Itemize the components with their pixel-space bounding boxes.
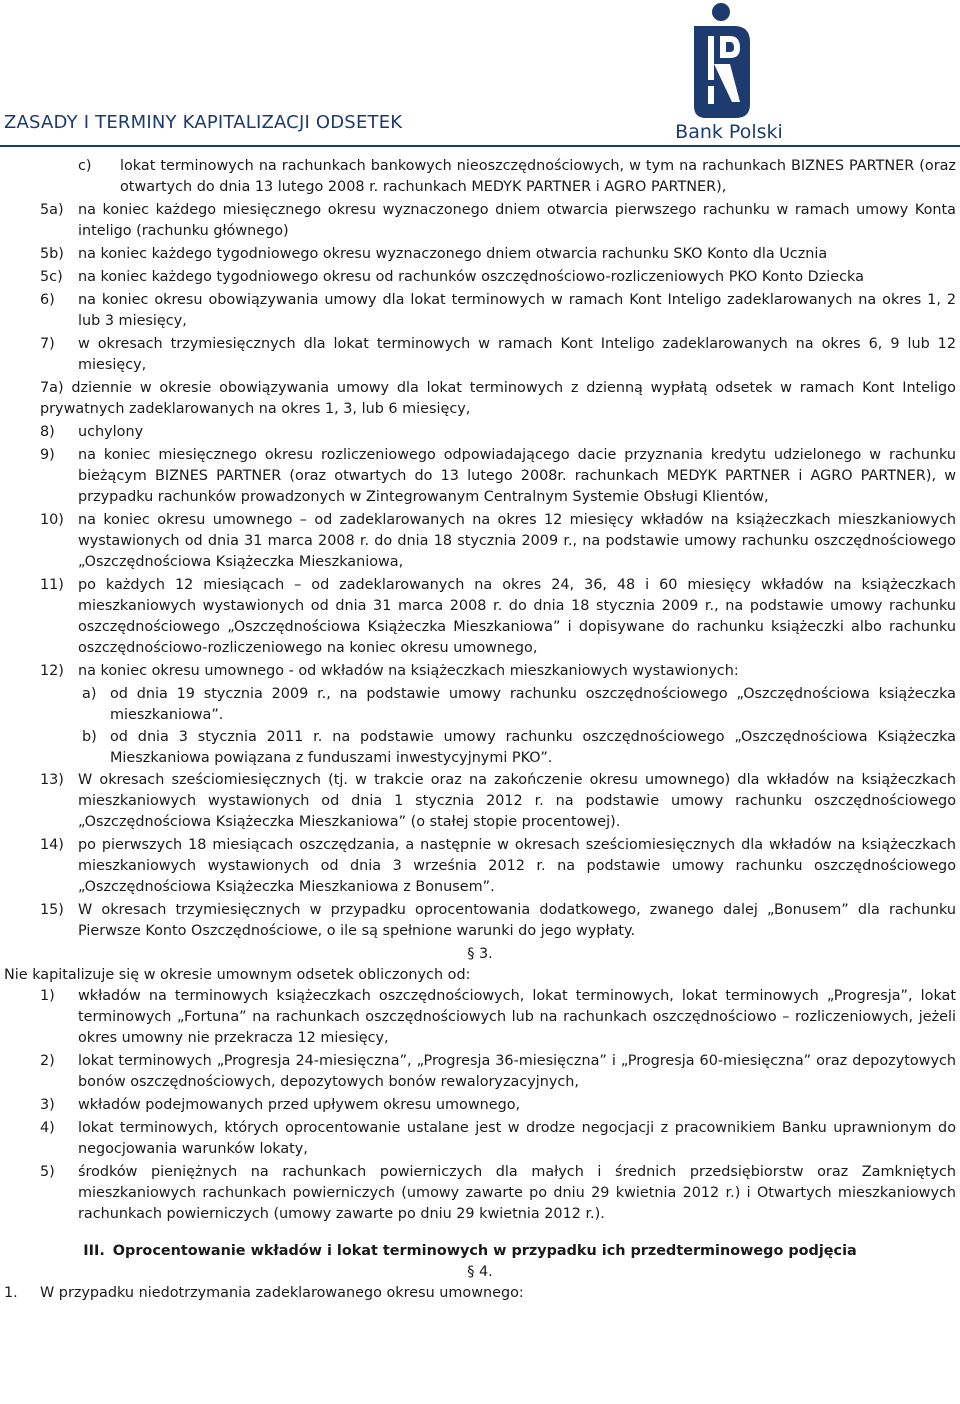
sub-list-item: a) od dnia 19 stycznia 2009 r., na podstawie umowy rachunku oszczędnościowego „Oszczędnościowa książeczka mieszkaniowa”. xyxy=(82,686,956,723)
bank-name: Bank Polski xyxy=(675,121,783,143)
list-item: 11) po każdych 12 miesiącach – od zadeklarowanych na okres 24, 36, 48 i 60 miesięcy wkładów na książeczkach mieszkaniowych wystawionych od dnia 31 marca 2008 r. do dnia 18 stycznia 2009 r., na podstawie umowy rachunku oszczędnościowego „Oszczędnościowa Książeczka Mieszkaniowa” i dopisywane do rachunku książeczki albo rachunku oszczędnościowo-rozliczeniowego na koniec okresu umownego, xyxy=(40,577,956,656)
list-item: 5) środków pieniężnych na rachunkach powierniczych dla małych i średnich przedsiębiorstw oraz Zamkniętych mieszkaniowych rachunkach powierniczych (umowy zawarte po dniu 29 kwietnia 2012 r.) i Otwartych mieszkaniowych rachunkach powierniczych (umowy zawarte po dniu 29 kwietnia 2012 r.). xyxy=(40,1164,956,1222)
list-item: 8) uchylony xyxy=(40,424,144,440)
list-item: 5b) na koniec każdego tygodniowego okresu wyznaczonego dniem otwarcia rachunku SKO Konto dla Ucznia xyxy=(40,246,828,262)
list-item: 12) na koniec okresu umownego - od wkładów na książeczkach mieszkaniowych wystawionych: xyxy=(40,663,739,679)
list-item: 1) wkładów na terminowych książeczkach oszczędnościowych, lokat terminowych, lokat terminowych „Progresja”, lokat terminowych „Fortuna” na rachunkach oszczędnościowych lub na rachunkach oszczędnościowo – rozliczeniowych, jeżeli okres umowny nie przekracza 12 miesięcy, xyxy=(40,988,956,1046)
paragraph-heading: § 4. xyxy=(467,1264,493,1280)
document-header-title: ZASADY I TERMINY KAPITALIZACJI ODSETEK xyxy=(4,112,403,133)
list-item: c) lokat terminowych na rachunkach bankowych nieoszczędnościowych, w tym na rachunkach BIZNES PARTNER (oraz otwartych do dnia 13 lutego 2008 r. rachunkach MEDYK PARTNER i AGRO PARTNER), xyxy=(78,158,956,195)
list-item: 14) po pierwszych 18 miesiącach oszczędzania, a następnie w okresach sześciomiesięcznych dla wkładów na książeczkach mieszkaniowych wystawionych od dnia 3 września 2012 r. na podstawie umowy rachunku oszczędnościowego „Oszczędnościowa Książeczka Mieszkaniowa z Bonusem”. xyxy=(40,837,956,895)
document-body xyxy=(0,156,960,1304)
list-item: 15) W okresach trzymiesięcznych w przypadku oprocentowania dodatkowego, zwanego dalej „Bonusem” dla rachunku Pierwsze Konto Oszczędnościowe, o ile są spełnione warunki do jego wypłaty. xyxy=(40,902,956,939)
list-item: 3) wkładów podejmowanych przed upływem okresu umownego, xyxy=(40,1097,521,1113)
list-item: 10) na koniec okresu umownego – od zadeklarowanych na okres 12 miesięcy wkładów na książeczkach mieszkaniowych wystawionych od dnia 31 marca 2008 r. do dnia 18 stycznia 2009 r., na podstawie umowy rachunku oszczędnościowego „Oszczędnościowa Książeczka Mieszkaniowa, xyxy=(40,512,956,570)
list-item: 9) na koniec miesięcznego okresu rozliczeniowego odpowiadającego dacie przyznania kredytu udzielonego w rachunku bieżącym BIZNES PARTNER (oraz otwartych do 13 lutego 2008r. rachunkach MEDYK PARTNER i AGRO PARTNER), w przypadku rachunków prowadzonych w Zintegrowanym Centralnym Systemie Obsługi Klientów, xyxy=(40,447,956,505)
list-item: 5c) na koniec każdego tygodniowego okresu od rachunków oszczędnościowo-rozliczeniowych PKO Konto Dziecka xyxy=(40,269,864,285)
section-intro: Nie kapitalizuje się w okresie umownym odsetek obliczonych od: xyxy=(4,967,471,983)
list-item: 6) na koniec okresu obowiązywania umowy dla lokat terminowych w ramach Kont Inteligo zadeklarowanych na okres 1, 2 lub 3 miesięcy, xyxy=(40,292,956,329)
list-item: 7) w okresach trzymiesięcznych dla lokat terminowych w ramach Kont Inteligo zadeklarowanych na okres 6, 9 lub 12 miesięcy, xyxy=(40,336,956,373)
list-item: 1. W przypadku niedotrzymania zadeklarowanego okresu umownego: xyxy=(4,1285,524,1301)
list-item: 7a) dziennie w okresie obowiązywania umowy dla lokat terminowych z dzienną wypłatą odsetek w ramach Kont Inteligo prywatnych zadeklarowanych na okres 1, 3, lub 6 miesięcy, xyxy=(40,380,956,417)
list-item: 13) W okresach sześciomiesięcznych (tj. w trakcie oraz na zakończenie okresu umownego) dla wkładów na książeczkach mieszkaniowych wystawionych od dnia 1 stycznia 2012 r. na podstawie umowy rachunku oszczędnościowego „Oszczędnościowa Książeczka Mieszkaniowa” (o stałej stopie procentowej). xyxy=(40,772,956,830)
paragraph-heading: § 3. xyxy=(467,946,493,962)
sub-list-item: b) od dnia 3 stycznia 2011 r. na podstawie umowy rachunku oszczędnościowego „Oszczędnościowa Książeczka Mieszkaniowa powiązana z funduszami inwestycyjnymi PKO”. xyxy=(82,729,956,766)
list-item: 2) lokat terminowych „Progresja 24-miesięczna”, „Progresja 36-miesięczna” i „Progresja 60-miesięczna” oraz depozytowych bonów oszczędnościowych, depozytowych bonów rewaloryzacyjnych, xyxy=(40,1053,956,1090)
header-divider xyxy=(0,145,960,147)
list-item: 5a) na koniec każdego miesięcznego okresu wyznaczonego dniem otwarcia pierwszego rachunku w ramach umowy Konta inteligo (rachunku głównego) xyxy=(40,202,956,239)
pko-logo-icon xyxy=(690,2,752,120)
section-heading: III. Oprocentowanie wkładów i lokat terminowych w przypadku ich przedterminowego podjęcia xyxy=(83,1243,857,1259)
list-item: 4) lokat terminowych, których oprocentowanie ustalane jest w drodze negocjacji z pracownikiem Banku uprawnionym do negocjowania warunków lokaty, xyxy=(40,1120,956,1157)
